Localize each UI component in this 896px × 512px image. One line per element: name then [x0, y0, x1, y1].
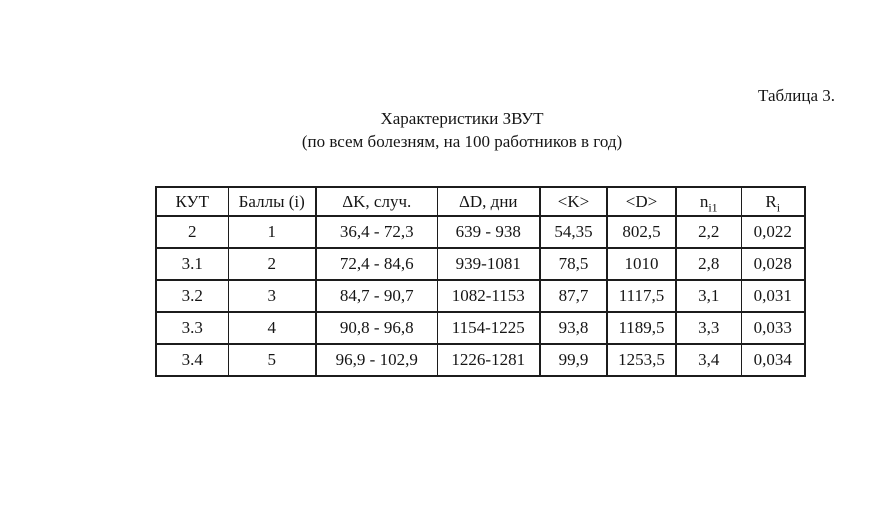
cell-r-i: 0,028 [741, 248, 805, 280]
cell-delta-d: 1226-1281 [437, 344, 540, 376]
cell-r-i: 0,031 [741, 280, 805, 312]
cell-r-i: 0,033 [741, 312, 805, 344]
r-base: R [765, 191, 777, 211]
table-title: Характеристики ЗВУТ [380, 109, 544, 128]
cell-bally: 2 [228, 248, 316, 280]
table-subtitle: (по всем болезням, на 100 работников в год) [301, 132, 623, 151]
col-header-kut: КУТ [156, 187, 228, 216]
col-header-delta-k: ΔK, случ. [316, 187, 437, 216]
zvut-characteristics-table [155, 186, 806, 377]
col-header-n-i1 [676, 187, 741, 216]
cell-delta-k: 90,8 - 96,8 [316, 312, 437, 344]
cell-delta-k: 84,7 - 90,7 [316, 280, 437, 312]
col-header-delta-d: ΔD, дни [437, 187, 540, 216]
cell-n-i1: 3,3 [676, 312, 741, 344]
col-header-k-avg: <K> [540, 187, 607, 216]
table-row [156, 280, 805, 312]
document-heading [28, 107, 896, 153]
cell-k-avg: 87,7 [540, 280, 607, 312]
cell-n-i1: 3,1 [676, 280, 741, 312]
col-header-bally: Баллы (i) [228, 187, 316, 216]
cell-d-avg: 802,5 [607, 216, 676, 248]
cell-kut: 3.1 [156, 248, 228, 280]
cell-n-i1: 3,4 [676, 344, 741, 376]
cell-r-i: 0,022 [741, 216, 805, 248]
table-row [156, 344, 805, 376]
cell-k-avg: 78,5 [540, 248, 607, 280]
cell-bally: 5 [228, 344, 316, 376]
cell-delta-d: 1154-1225 [437, 312, 540, 344]
cell-delta-d: 1082-1153 [437, 280, 540, 312]
table-row [156, 312, 805, 344]
cell-kut: 3.3 [156, 312, 228, 344]
cell-kut: 3.4 [156, 344, 228, 376]
cell-delta-d: 639 - 938 [437, 216, 540, 248]
table-caption-number: Таблица 3. [758, 86, 835, 105]
cell-kut: 2 [156, 216, 228, 248]
cell-n-i1: 2,2 [676, 216, 741, 248]
n-subscript: i1 [708, 199, 718, 214]
table-header-row [156, 187, 805, 216]
cell-k-avg: 54,35 [540, 216, 607, 248]
cell-d-avg: 1010 [607, 248, 676, 280]
table-row [156, 216, 805, 248]
cell-bally: 4 [228, 312, 316, 344]
cell-delta-d: 939-1081 [437, 248, 540, 280]
n-base: n [699, 191, 709, 211]
cell-r-i: 0,034 [741, 344, 805, 376]
table-row [156, 248, 805, 280]
cell-k-avg: 99,9 [540, 344, 607, 376]
cell-k-avg: 93,8 [540, 312, 607, 344]
cell-kut: 3.2 [156, 280, 228, 312]
cell-bally: 3 [228, 280, 316, 312]
cell-bally: 1 [228, 216, 316, 248]
cell-delta-k: 72,4 - 84,6 [316, 248, 437, 280]
cell-d-avg: 1189,5 [607, 312, 676, 344]
cell-delta-k: 36,4 - 72,3 [316, 216, 437, 248]
cell-d-avg: 1253,5 [607, 344, 676, 376]
cell-d-avg: 1117,5 [607, 280, 676, 312]
col-header-r-i [741, 187, 805, 216]
col-header-d-avg: <D> [607, 187, 676, 216]
cell-delta-k: 96,9 - 102,9 [316, 344, 437, 376]
cell-n-i1: 2,8 [676, 248, 741, 280]
r-subscript: i [776, 199, 781, 214]
